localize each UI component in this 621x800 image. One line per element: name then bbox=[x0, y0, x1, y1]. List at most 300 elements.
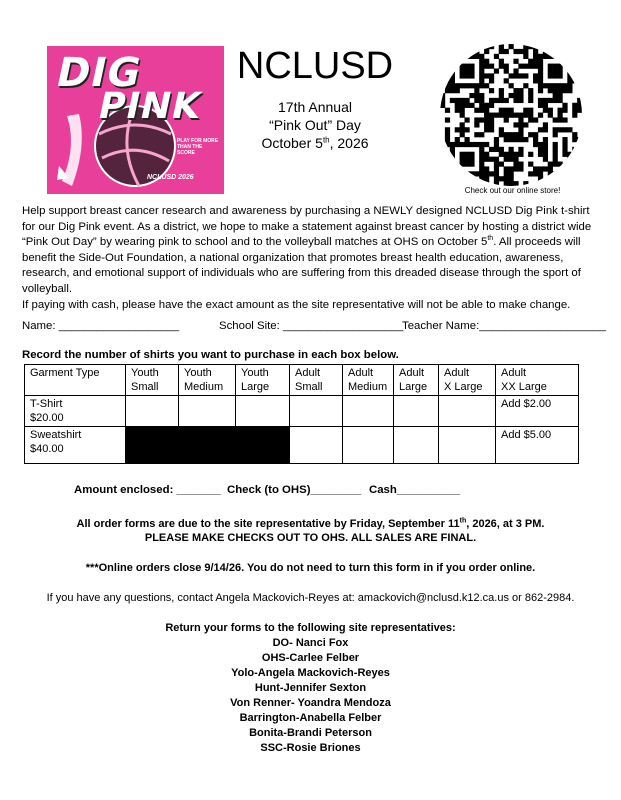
qr-module bbox=[543, 157, 548, 162]
qr-module bbox=[553, 157, 558, 162]
qr-module bbox=[562, 108, 567, 113]
qr-module bbox=[450, 54, 455, 59]
qr-module bbox=[533, 73, 538, 78]
qr-module bbox=[445, 157, 450, 162]
qr-module bbox=[548, 73, 553, 78]
qr-module bbox=[464, 142, 469, 147]
amount-enclosed-field[interactable]: Amount enclosed: _______ bbox=[74, 484, 221, 496]
qr-module bbox=[518, 162, 523, 167]
qr-module bbox=[450, 98, 455, 103]
qr-module bbox=[518, 49, 523, 54]
qr-module bbox=[499, 44, 504, 49]
qr-module bbox=[460, 44, 465, 49]
qty-cell[interactable] bbox=[394, 427, 439, 464]
qr-module bbox=[543, 142, 548, 147]
qr-module bbox=[533, 59, 538, 64]
cash-field[interactable]: Cash__________ bbox=[369, 484, 461, 496]
qr-module bbox=[445, 49, 450, 54]
qr-module bbox=[553, 68, 558, 73]
qr-module bbox=[518, 98, 523, 103]
check-field[interactable]: Check (to OHS)________ bbox=[227, 484, 362, 496]
qr-module bbox=[538, 166, 543, 171]
qr-module bbox=[543, 103, 548, 108]
qr-module bbox=[562, 166, 567, 171]
qr-module bbox=[543, 137, 548, 142]
qr-module bbox=[455, 171, 460, 176]
qty-cell[interactable] bbox=[343, 396, 394, 427]
qr-module bbox=[460, 132, 465, 137]
qr-module bbox=[538, 78, 543, 83]
qr-module bbox=[528, 59, 533, 64]
qr-module bbox=[528, 117, 533, 122]
qr-module bbox=[553, 54, 558, 59]
qr-module bbox=[543, 98, 548, 103]
qr-module bbox=[445, 83, 450, 88]
qr-module bbox=[479, 157, 484, 162]
qr-module bbox=[445, 176, 450, 181]
qty-cell[interactable] bbox=[236, 396, 290, 427]
qr-module bbox=[484, 49, 489, 54]
qr-module bbox=[567, 88, 572, 93]
qr-module bbox=[509, 147, 514, 152]
qr-module bbox=[533, 166, 538, 171]
qr-module bbox=[469, 157, 474, 162]
qr-module bbox=[562, 103, 567, 108]
qr-module bbox=[464, 98, 469, 103]
qr-module bbox=[469, 162, 474, 167]
qr-module bbox=[572, 137, 577, 142]
qty-cell[interactable] bbox=[343, 427, 394, 464]
qr-module bbox=[450, 73, 455, 78]
qty-cell-xxl[interactable]: Add $5.00 bbox=[496, 427, 579, 464]
qr-module bbox=[567, 171, 572, 176]
teacher-name-field[interactable]: Teacher Name:____________________ bbox=[402, 320, 606, 332]
qr-module bbox=[474, 98, 479, 103]
qr-module bbox=[509, 73, 514, 78]
qr-module bbox=[523, 122, 528, 127]
qr-module bbox=[538, 68, 543, 73]
event-annual: 17th Annual bbox=[278, 99, 352, 115]
qr-module bbox=[440, 44, 445, 49]
qr-module bbox=[543, 152, 548, 157]
header-cell: Youth Small bbox=[126, 365, 179, 396]
garment-cell: T-Shirt $20.00 bbox=[25, 396, 126, 427]
qr-module bbox=[440, 64, 445, 69]
qr-module bbox=[567, 83, 572, 88]
qr-module bbox=[513, 93, 518, 98]
qr-module bbox=[455, 88, 460, 93]
qr-module bbox=[484, 127, 489, 132]
page-title: NCLUSD bbox=[236, 45, 394, 87]
qr-module bbox=[450, 68, 455, 73]
header-cell: Adult Large bbox=[394, 365, 439, 396]
qr-code[interactable] bbox=[440, 44, 582, 186]
qr-module bbox=[523, 64, 528, 69]
qr-module bbox=[484, 117, 489, 122]
qr-module bbox=[499, 162, 504, 167]
header-cell: Adult Medium bbox=[343, 365, 394, 396]
qr-module bbox=[528, 93, 533, 98]
qr-module bbox=[518, 132, 523, 137]
qr-module bbox=[543, 54, 548, 59]
school-site-field[interactable]: School Site: ___________________ bbox=[219, 320, 404, 332]
qr-module bbox=[513, 166, 518, 171]
qr-module bbox=[445, 78, 450, 83]
qr-module bbox=[499, 59, 504, 64]
qr-module bbox=[464, 68, 469, 73]
qty-cell[interactable] bbox=[439, 396, 496, 427]
qr-module bbox=[484, 176, 489, 181]
qr-module bbox=[504, 132, 509, 137]
qr-module bbox=[509, 132, 514, 137]
qr-module bbox=[538, 88, 543, 93]
qr-module bbox=[509, 83, 514, 88]
qr-module bbox=[460, 83, 465, 88]
qr-module bbox=[489, 64, 494, 69]
qty-cell[interactable] bbox=[394, 396, 439, 427]
qr-module bbox=[558, 54, 563, 59]
qr-module bbox=[567, 166, 572, 171]
intro-paragraph: Help support breast cancer research and awareness by purchasing a NEWLY designed NCLUSD Dig Pink t-shirt for our Dig Pink event. As a district, we hope to make a statement against breast cancer by hosting a district wide “Pink Out Day” by wearing pink to school and to the volleyball matches at OHS on October 5th. All proceeds will benefit the Side-Out Foundation, a national organization that promotes breast health education, awareness, research, and emotional support of individuals who are suffering from this dreaded disease through the sport of volleyball. If paying with cash, please have the exact amount as the site representative will not be able to make change. bbox=[22, 205, 592, 311]
qr-module bbox=[513, 73, 518, 78]
qr-module bbox=[572, 171, 577, 176]
qr-module bbox=[523, 44, 528, 49]
qr-module bbox=[577, 68, 582, 73]
qr-module bbox=[450, 59, 455, 64]
qr-module bbox=[499, 98, 504, 103]
qr-module bbox=[513, 152, 518, 157]
reps-list bbox=[10, 636, 611, 756]
qr-module bbox=[518, 152, 523, 157]
qr-module bbox=[513, 68, 518, 73]
qr-module bbox=[455, 83, 460, 88]
qr-module bbox=[460, 142, 465, 147]
qr-module bbox=[543, 83, 548, 88]
event-date: October 5th, 2026 bbox=[261, 135, 369, 151]
qr-module bbox=[553, 98, 558, 103]
qr-module bbox=[528, 98, 533, 103]
qr-module bbox=[464, 152, 469, 157]
qr-module bbox=[445, 73, 450, 78]
header-cell: Adult XX Large bbox=[496, 365, 579, 396]
qr-module bbox=[558, 117, 563, 122]
qr-module bbox=[528, 171, 533, 176]
qr-module bbox=[509, 171, 514, 176]
qr-module bbox=[513, 137, 518, 142]
qr-module bbox=[558, 162, 563, 167]
cash-note: If paying with cash, please have the exact amount as the site representative will not be able to make change. bbox=[22, 298, 571, 311]
qr-module bbox=[518, 137, 523, 142]
qr-module bbox=[567, 68, 572, 73]
qr-module bbox=[577, 98, 582, 103]
qr-module bbox=[464, 73, 469, 78]
qr-module bbox=[484, 142, 489, 147]
logo-tagline: PLAY FOR MORE THAN THE SCORE bbox=[177, 138, 219, 156]
qr-module bbox=[553, 152, 558, 157]
qr-module bbox=[464, 117, 469, 122]
qr-module bbox=[499, 176, 504, 181]
qr-module bbox=[518, 166, 523, 171]
qr-module bbox=[572, 54, 577, 59]
qr-module bbox=[464, 127, 469, 132]
qr-module bbox=[499, 113, 504, 118]
qr-module bbox=[548, 88, 553, 93]
qr-module bbox=[538, 54, 543, 59]
qr-module bbox=[494, 162, 499, 167]
rep-item: Bonita-Brandi Peterson bbox=[249, 727, 372, 739]
qr-module bbox=[528, 152, 533, 157]
qr-module bbox=[479, 171, 484, 176]
qr-module bbox=[460, 54, 465, 59]
contact-notice: If you have any questions, contact Angela Mackovich-Reyes at: amackovich@nclusd.k12.ca.us or 862-2984. bbox=[46, 592, 575, 604]
qr-module bbox=[499, 88, 504, 93]
qr-module bbox=[460, 113, 465, 118]
qr-module bbox=[504, 157, 509, 162]
qr-module bbox=[538, 73, 543, 78]
qr-module bbox=[469, 68, 474, 73]
qr-module bbox=[469, 64, 474, 69]
unavailable-cell bbox=[179, 427, 236, 464]
qty-cell[interactable] bbox=[439, 427, 496, 464]
qr-module bbox=[455, 98, 460, 103]
qr-module bbox=[484, 73, 489, 78]
qr-module bbox=[479, 64, 484, 69]
qr-module bbox=[577, 78, 582, 83]
qr-module bbox=[464, 162, 469, 167]
qr-module bbox=[577, 54, 582, 59]
table-header-row bbox=[25, 365, 579, 396]
qr-module bbox=[469, 83, 474, 88]
qr-module bbox=[509, 44, 514, 49]
qr-module bbox=[509, 93, 514, 98]
qr-module bbox=[538, 152, 543, 157]
qr-module bbox=[479, 93, 484, 98]
qr-module bbox=[479, 83, 484, 88]
qr-module bbox=[479, 176, 484, 181]
reps-heading: Return your forms to the following site representatives: bbox=[165, 622, 456, 634]
qr-module bbox=[577, 103, 582, 108]
qr-module bbox=[474, 142, 479, 147]
qr-module bbox=[558, 93, 563, 98]
qr-module bbox=[538, 127, 543, 132]
rep-item: DO- Nanci Fox bbox=[272, 637, 349, 649]
qr-module bbox=[479, 117, 484, 122]
qr-module bbox=[440, 73, 445, 78]
qr-module bbox=[494, 166, 499, 171]
qr-module bbox=[474, 122, 479, 127]
qr-module bbox=[572, 113, 577, 118]
qr-module bbox=[553, 132, 558, 137]
qr-module bbox=[558, 108, 563, 113]
qr-module bbox=[455, 103, 460, 108]
qr-module bbox=[553, 88, 558, 93]
qr-module bbox=[509, 157, 514, 162]
qr-module bbox=[523, 113, 528, 118]
qr-module bbox=[523, 49, 528, 54]
qr-module bbox=[548, 98, 553, 103]
qr-module bbox=[553, 171, 558, 176]
qr-module bbox=[523, 73, 528, 78]
qr-module bbox=[479, 108, 484, 113]
qr-module bbox=[469, 176, 474, 181]
qr-module bbox=[528, 132, 533, 137]
qr-module bbox=[558, 68, 563, 73]
qr-module bbox=[509, 137, 514, 142]
qr-module bbox=[460, 122, 465, 127]
qr-module bbox=[513, 122, 518, 127]
qr-module bbox=[479, 166, 484, 171]
qr-module bbox=[484, 166, 489, 171]
logo-year: NCLUSD 2026 bbox=[147, 174, 194, 181]
qr-module bbox=[572, 64, 577, 69]
qr-module bbox=[577, 59, 582, 64]
qr-module bbox=[474, 49, 479, 54]
qr-module bbox=[455, 54, 460, 59]
qr-module bbox=[489, 157, 494, 162]
qr-module bbox=[489, 73, 494, 78]
qr-module bbox=[543, 147, 548, 152]
qr-module bbox=[548, 171, 553, 176]
qr-module bbox=[445, 142, 450, 147]
qr-module bbox=[445, 117, 450, 122]
qr-module bbox=[464, 83, 469, 88]
qr-module bbox=[533, 44, 538, 49]
qr-module bbox=[553, 64, 558, 69]
qty-cell[interactable] bbox=[179, 396, 236, 427]
qr-module bbox=[538, 64, 543, 69]
qr-module bbox=[548, 108, 553, 113]
qr-module bbox=[484, 108, 489, 113]
header-cell: Youth Medium bbox=[179, 365, 236, 396]
qr-module bbox=[479, 132, 484, 137]
qr-module bbox=[445, 166, 450, 171]
qr-module bbox=[464, 44, 469, 49]
qr-module bbox=[518, 147, 523, 152]
qr-module bbox=[450, 44, 455, 49]
qr-module bbox=[577, 176, 582, 181]
qr-module bbox=[543, 166, 548, 171]
online-notice: ***Online orders close 9/14/26. You do not need to turn this form in if you order online. bbox=[85, 562, 536, 574]
qr-module bbox=[567, 127, 572, 132]
qr-module bbox=[518, 93, 523, 98]
qr-module bbox=[567, 157, 572, 162]
qr-module bbox=[523, 54, 528, 59]
qr-module bbox=[572, 176, 577, 181]
qr-module bbox=[440, 59, 445, 64]
qr-module bbox=[484, 59, 489, 64]
qr-module bbox=[548, 176, 553, 181]
qr-module bbox=[528, 108, 533, 113]
qr-module bbox=[484, 113, 489, 118]
qr-module bbox=[474, 88, 479, 93]
qr-module bbox=[494, 142, 499, 147]
qr-module bbox=[504, 152, 509, 157]
qr-module bbox=[474, 93, 479, 98]
qty-cell-xxl[interactable]: Add $2.00 bbox=[496, 396, 579, 427]
qr-module bbox=[548, 162, 553, 167]
qr-module bbox=[440, 98, 445, 103]
qty-cell[interactable] bbox=[290, 427, 343, 464]
qr-module bbox=[553, 93, 558, 98]
qr-module bbox=[562, 152, 567, 157]
qr-module bbox=[518, 88, 523, 93]
qr-module bbox=[504, 108, 509, 113]
qr-module bbox=[543, 108, 548, 113]
rep-item: OHS-Carlee Felber bbox=[261, 652, 360, 664]
qr-module bbox=[494, 54, 499, 59]
dig-pink-logo bbox=[47, 46, 224, 194]
qr-module bbox=[518, 113, 523, 118]
rep-item: Hunt-Jennifer Sexton bbox=[254, 682, 367, 694]
qr-module bbox=[567, 152, 572, 157]
qr-module bbox=[538, 98, 543, 103]
qr-module bbox=[572, 157, 577, 162]
qr-module bbox=[504, 49, 509, 54]
qr-module bbox=[572, 73, 577, 78]
qr-module bbox=[518, 127, 523, 132]
qr-module bbox=[562, 176, 567, 181]
qr-module bbox=[484, 152, 489, 157]
qr-module bbox=[489, 103, 494, 108]
qr-module bbox=[484, 64, 489, 69]
qr-module bbox=[455, 108, 460, 113]
qr-module bbox=[450, 78, 455, 83]
qr-module bbox=[533, 137, 538, 142]
qr-module bbox=[577, 49, 582, 54]
rep-item: Barrington-Anabella Felber bbox=[239, 712, 382, 724]
header-cell: Adult Small bbox=[290, 365, 343, 396]
qr-module bbox=[464, 176, 469, 181]
qr-module bbox=[464, 157, 469, 162]
qr-module bbox=[450, 162, 455, 167]
qr-module bbox=[499, 152, 504, 157]
qr-module bbox=[499, 127, 504, 132]
qr-module bbox=[460, 103, 465, 108]
qr-module bbox=[440, 166, 445, 171]
qty-cell[interactable] bbox=[126, 396, 179, 427]
qr-module bbox=[464, 103, 469, 108]
qr-module bbox=[567, 162, 572, 167]
rep-item: Yolo-Angela Mackovich-Reyes bbox=[231, 667, 390, 679]
qr-module bbox=[562, 147, 567, 152]
qr-module bbox=[464, 54, 469, 59]
qr-module bbox=[553, 73, 558, 78]
qr-module bbox=[572, 103, 577, 108]
qr-module bbox=[479, 44, 484, 49]
qr-module bbox=[543, 49, 548, 54]
qr-module bbox=[499, 108, 504, 113]
qr-module bbox=[445, 132, 450, 137]
qr-module bbox=[548, 113, 553, 118]
qr-module bbox=[484, 171, 489, 176]
qr-module bbox=[464, 64, 469, 69]
qr-module bbox=[460, 108, 465, 113]
qr-module bbox=[523, 83, 528, 88]
qr-module bbox=[474, 132, 479, 137]
rep-item: SSC-Rosie Briones bbox=[260, 742, 361, 754]
unavailable-cell bbox=[236, 427, 290, 464]
qty-cell[interactable] bbox=[290, 396, 343, 427]
qr-module bbox=[558, 83, 563, 88]
name-field[interactable]: Name: ___________________ bbox=[22, 320, 180, 332]
qr-module bbox=[528, 113, 533, 118]
qr-module bbox=[494, 171, 499, 176]
qr-module bbox=[533, 78, 538, 83]
qr-module bbox=[489, 113, 494, 118]
qr-module bbox=[504, 176, 509, 181]
qr-module bbox=[489, 44, 494, 49]
qr-module bbox=[489, 117, 494, 122]
